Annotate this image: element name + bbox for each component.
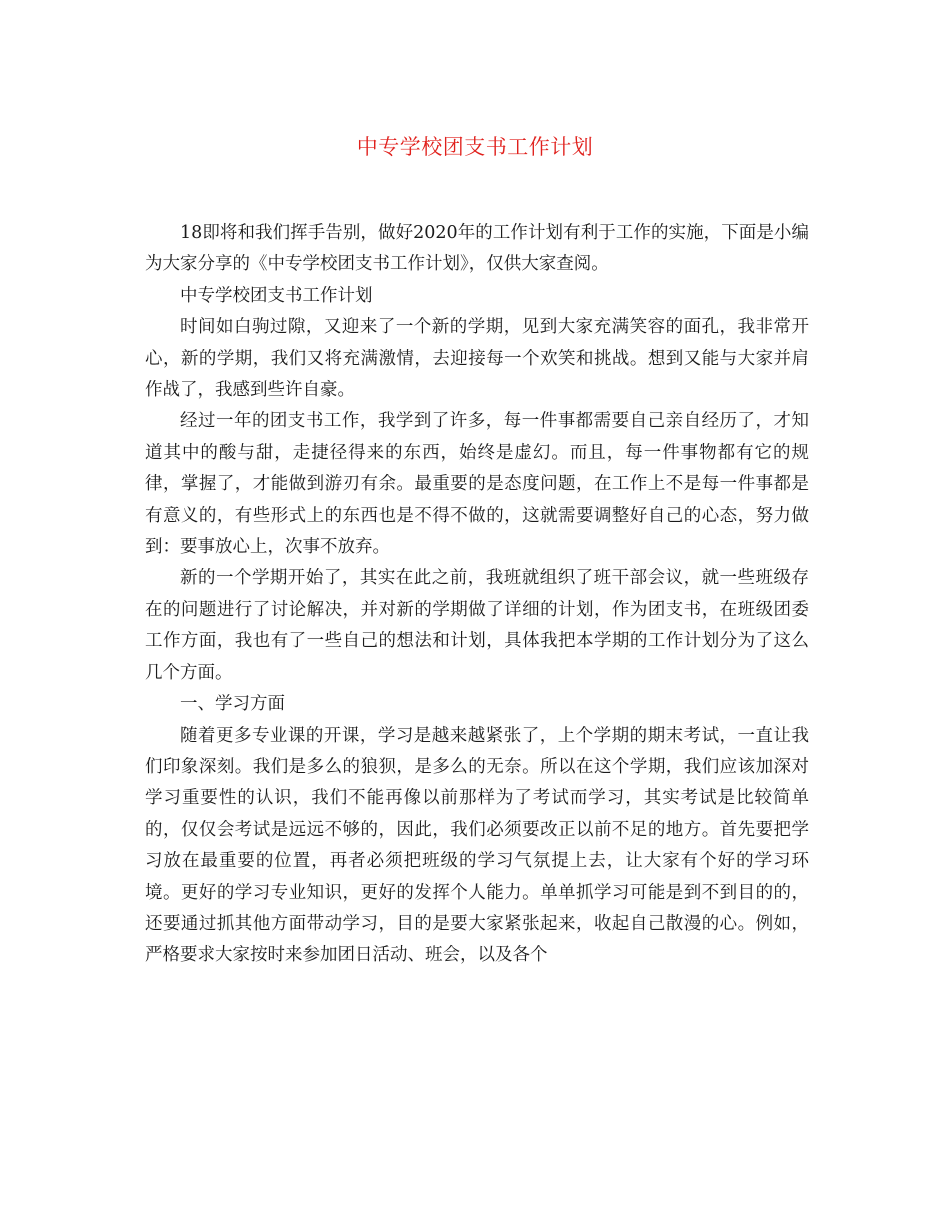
paragraph-opening: 时间如白驹过隙，又迎来了一个新的学期，见到大家充满笑容的面孔，我非常开心，新的学期，我们又将充满激情，去迎接每一个欢笑和挑战。想到又能与大家并肩作战了，我感到些许自豪。 [145, 317, 809, 401]
document-body [145, 218, 809, 972]
paragraph-experience: 经过一年的团支书工作，我学到了许多，每一件事都需要自己亲自经历了，才知道其中的酸与甜，走捷径得来的东西，始终是虚幻。而且，每一件事物都有它的规律，掌握了，才能做到游刃有余。最重要的是态度问题，在工作上不是每一件事都是有意义的，有些形式上的东西也是不得不做的，这就需要调整好自己的心态，努力做到：要事放心上，次事不放弃。 [145, 411, 809, 558]
paragraph-new-semester: 新的一个学期开始了，其实在此之前，我班就组织了班干部会议，就一些班级存在的问题进行了讨论解决，并对新的学期做了详细的计划，作为团支书，在班级团委工作方面，我也有了一些自己的想法和计划，具体我把本学期的工作计划分为了这么几个方面。 [145, 568, 809, 683]
section-heading-study: 一、学习方面 [180, 694, 285, 715]
document-title: 中专学校团支书工作计划 [356, 135, 594, 159]
paragraph-study: 随着更多专业课的开课，学习是越来越紧张了，上个学期的期末考试，一直让我们印象深刻。我们是多么的狼狈，是多么的无奈。所以在这个学期，我们应该加深对学习重要性的认识，我们不能再像以前那样为了考试而学习，其实考试是比较简单的，仅仅会考试是远远不够的，因此，我们必须要改正以前不足的地方。首先要把学习放在最重要的位置，再者必须把班级的学习气氛提上去，让大家有个好的学习环境。更好的学习专业知识，更好的发挥个人能力。单单抓学习可能是到不到目的的，还要通过抓其他方面带动学习，目的是要大家紧张起来，收起自己散漫的心。例如，严格要求大家按时来参加团日活动、班会，以及各个 [145, 725, 809, 966]
paragraph-subtitle: 中专学校团支书工作计划 [180, 285, 373, 306]
paragraph-intro: 18即将和我们挥手告别，做好2020年的工作计划有利于工作的实施，下面是小编为大家分享的《中专学校团支书工作计划》，仅供大家查阅。 [145, 223, 809, 275]
